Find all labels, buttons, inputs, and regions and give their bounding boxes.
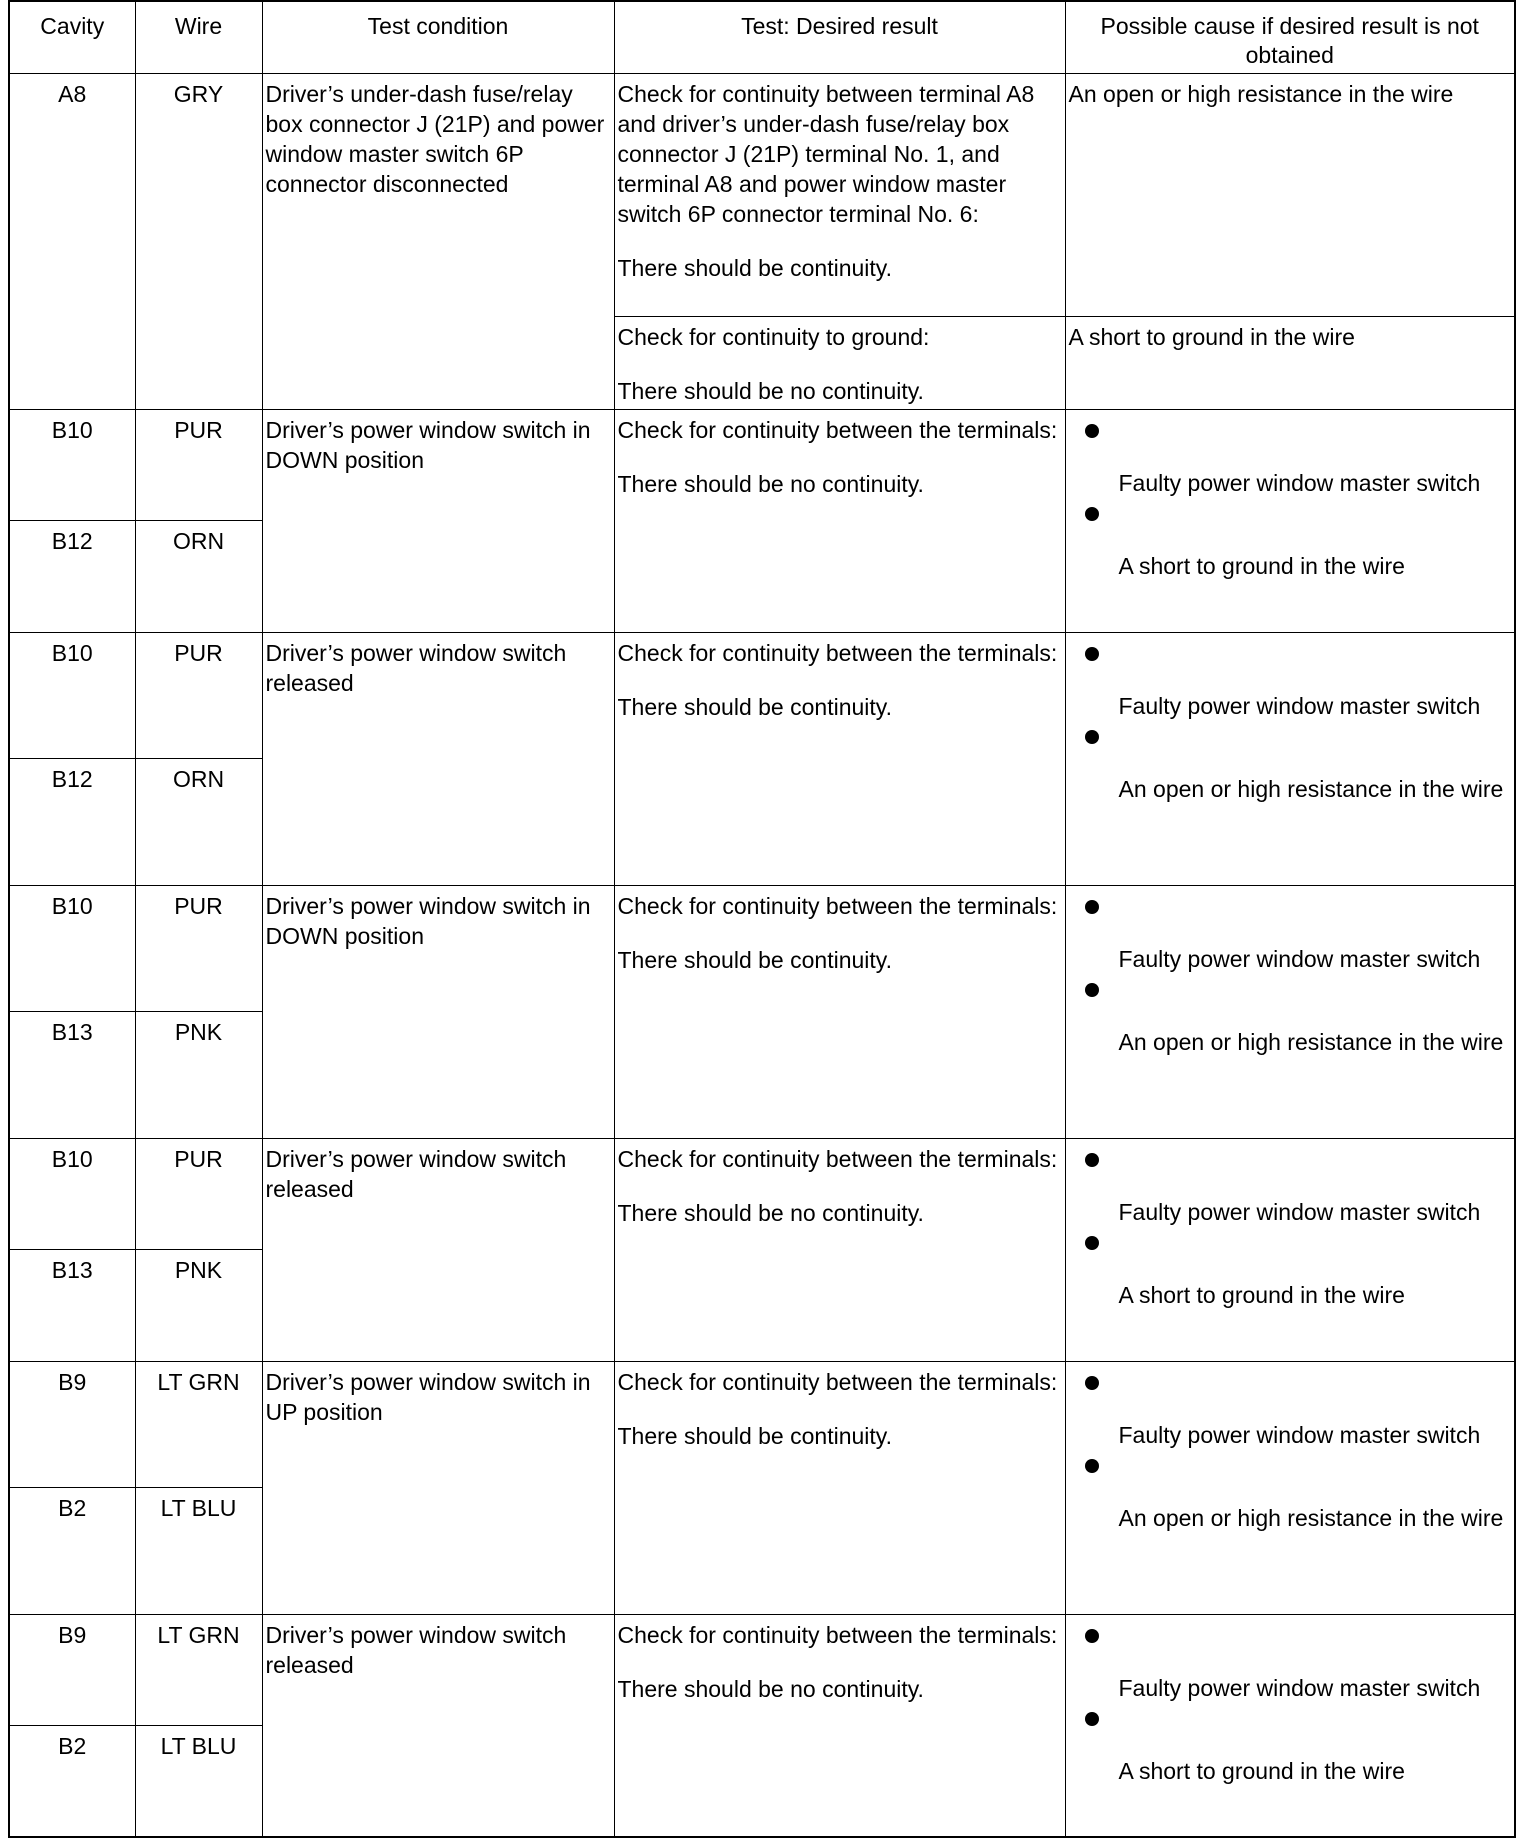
header-possible-cause: Possible cause if desired result is not obtained: [1065, 1, 1515, 73]
cavity-cell: B2: [9, 1725, 135, 1837]
table-row: [9, 409, 1515, 520]
desired-result-cell: [614, 409, 1065, 632]
expected-result: There should be no continuity.: [617, 377, 924, 404]
wire-cell: ORN: [135, 758, 262, 885]
test-instruction: Check for continuity between terminal A8 and driver’s under-dash fuse/relay box connector J (21P) terminal No. 1, and terminal A8 and power window master switch 6P connector terminal No. 6:: [617, 80, 1035, 227]
bullet-icon: [1069, 1227, 1515, 1257]
desired-result-cell: [614, 1614, 1065, 1837]
test-instruction: Check for continuity between the terminals:: [617, 1145, 1058, 1172]
cause-item: Faulty power window master switch: [1118, 1198, 1481, 1225]
possible-cause-cell: An open or high resistance in the wire: [1065, 73, 1515, 316]
desired-result-cell: [614, 316, 1065, 409]
test-condition-cell: Driver’s power window switch released: [262, 1138, 614, 1361]
desired-result-cell: [614, 885, 1065, 1138]
expected-result: There should be no continuity.: [617, 1199, 924, 1226]
cause-item: Faulty power window master switch: [1118, 469, 1481, 496]
test-instruction: Check for continuity between the terminals:: [617, 639, 1058, 666]
cause-item: Faulty power window master switch: [1118, 1421, 1481, 1448]
table-row: [9, 1614, 1515, 1725]
bullet-icon: [1069, 974, 1515, 1004]
cavity-cell: A8: [9, 73, 135, 409]
continuity-test-table-wrapper: [8, 0, 1514, 1834]
wire-cell: PUR: [135, 632, 262, 758]
possible-cause-cell: [1065, 885, 1515, 1138]
desired-result-cell: [614, 73, 1065, 316]
possible-cause-cell: [1065, 632, 1515, 885]
cavity-cell: B10: [9, 632, 135, 758]
possible-cause-cell: A short to ground in the wire: [1065, 316, 1515, 409]
possible-cause-cell: [1065, 409, 1515, 632]
test-condition-cell: Driver’s power window switch in UP position: [262, 1361, 614, 1614]
cavity-cell: B2: [9, 1487, 135, 1614]
test-instruction: Check for continuity between the terminals:: [617, 1621, 1058, 1648]
expected-result: There should be continuity.: [617, 946, 892, 973]
header-test-condition: Test condition: [262, 1, 614, 73]
desired-result-cell: [614, 632, 1065, 885]
cavity-cell: B10: [9, 1138, 135, 1249]
cause-item: An open or high resistance in the wire: [1118, 775, 1504, 802]
table-row: [9, 632, 1515, 758]
cause-item: A short to ground in the wire: [1118, 1281, 1405, 1308]
cavity-cell: B10: [9, 409, 135, 520]
bullet-icon: [1069, 638, 1515, 668]
test-instruction: Check for continuity to ground:: [617, 323, 930, 350]
continuity-test-table: [8, 0, 1516, 1838]
bullet-icon: [1069, 498, 1515, 528]
possible-cause-cell: [1065, 1614, 1515, 1837]
desired-result-cell: [614, 1138, 1065, 1361]
cavity-cell: B9: [9, 1614, 135, 1725]
header-desired-result: Test: Desired result: [614, 1, 1065, 73]
bullet-icon: [1069, 1703, 1515, 1733]
test-condition-cell: Driver’s power window switch released: [262, 632, 614, 885]
wire-cell: LT GRN: [135, 1361, 262, 1487]
cavity-cell: B9: [9, 1361, 135, 1487]
cause-item: Faulty power window master switch: [1118, 692, 1481, 719]
cause-item: An open or high resistance in the wire: [1118, 1504, 1504, 1531]
wire-cell: PUR: [135, 885, 262, 1011]
expected-result: There should be no continuity.: [617, 1675, 924, 1702]
bullet-icon: [1069, 1367, 1515, 1397]
test-instruction: Check for continuity between the terminals:: [617, 416, 1058, 443]
bullet-icon: [1069, 415, 1515, 445]
cause-item: An open or high resistance in the wire: [1118, 1028, 1504, 1055]
expected-result: There should be no continuity.: [617, 470, 924, 497]
wire-cell: ORN: [135, 520, 262, 632]
test-condition-cell: Driver’s power window switch in DOWN position: [262, 885, 614, 1138]
cavity-cell: B10: [9, 885, 135, 1011]
table-header-row: [9, 1, 1515, 73]
cavity-cell: B12: [9, 520, 135, 632]
possible-cause-cell: [1065, 1138, 1515, 1361]
cause-item: A short to ground in the wire: [1118, 552, 1405, 579]
test-instruction: Check for continuity between the terminals:: [617, 892, 1058, 919]
cavity-cell: B13: [9, 1011, 135, 1138]
test-instruction: Check for continuity between the terminals:: [617, 1368, 1058, 1395]
wire-cell: LT BLU: [135, 1487, 262, 1614]
wire-cell: LT GRN: [135, 1614, 262, 1725]
desired-result-cell: [614, 1361, 1065, 1614]
header-wire: Wire: [135, 1, 262, 73]
table-row: [9, 885, 1515, 1011]
table-row: [9, 73, 1515, 316]
table-row: [9, 1138, 1515, 1249]
wire-cell: GRY: [135, 73, 262, 409]
bullet-icon: [1069, 1620, 1515, 1650]
possible-cause-cell: [1065, 1361, 1515, 1614]
bullet-icon: [1069, 721, 1515, 751]
table-row: [9, 1361, 1515, 1487]
cavity-cell: B13: [9, 1249, 135, 1361]
test-condition-cell: Driver’s under-dash fuse/relay box connector J (21P) and power window master switch 6P connector disconnected: [262, 73, 614, 409]
cause-item: Faulty power window master switch: [1118, 1674, 1481, 1701]
header-cavity: Cavity: [9, 1, 135, 73]
bullet-icon: [1069, 1450, 1515, 1480]
bullet-icon: [1069, 1144, 1515, 1174]
wire-cell: PUR: [135, 1138, 262, 1249]
wire-cell: PUR: [135, 409, 262, 520]
wire-cell: PNK: [135, 1249, 262, 1361]
expected-result: There should be continuity.: [617, 254, 892, 281]
wire-cell: LT BLU: [135, 1725, 262, 1837]
cause-item: Faulty power window master switch: [1118, 945, 1481, 972]
test-condition-cell: Driver’s power window switch in DOWN position: [262, 409, 614, 632]
cavity-cell: B12: [9, 758, 135, 885]
wire-cell: PNK: [135, 1011, 262, 1138]
expected-result: There should be continuity.: [617, 693, 892, 720]
bullet-icon: [1069, 891, 1515, 921]
cause-item: A short to ground in the wire: [1118, 1757, 1405, 1784]
expected-result: There should be continuity.: [617, 1422, 892, 1449]
test-condition-cell: Driver’s power window switch released: [262, 1614, 614, 1837]
